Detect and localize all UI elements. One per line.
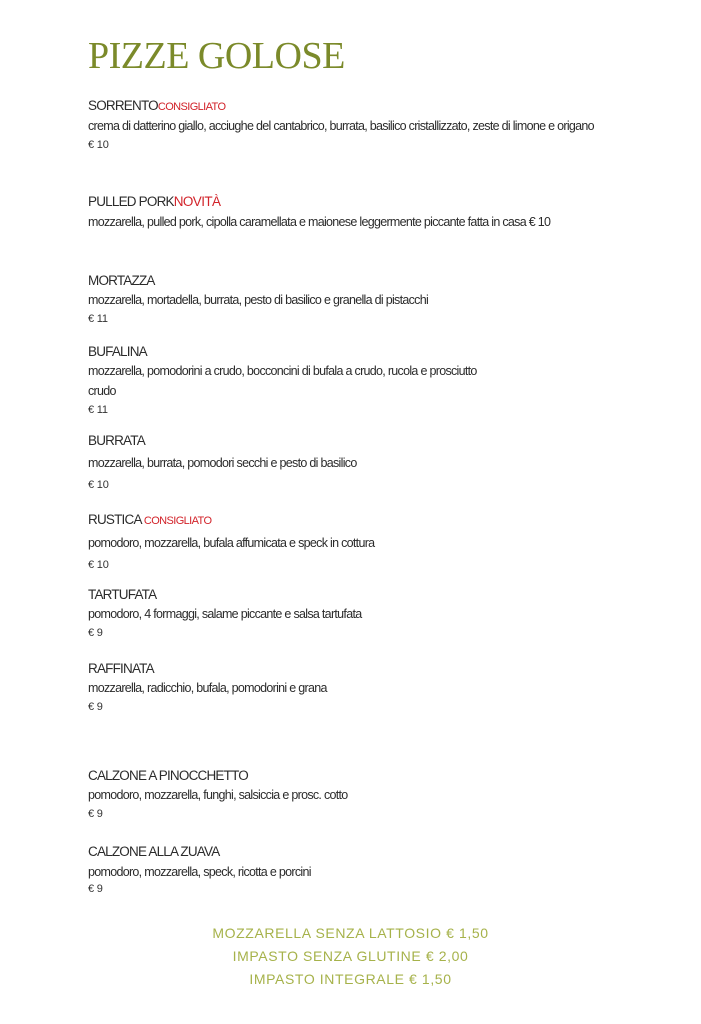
item-name: CALZONE A PINOCCHETTO [88, 768, 248, 783]
extra-lactose-free: MOZZARELLA SENZA LATTOSIO € 1,50 [212, 925, 489, 941]
extra-wholegrain: IMPASTO INTEGRALE € 1,50 [249, 971, 452, 987]
item-description: mozzarella, pomodorini a crudo, bocconcini di bufala a crudo, rucola e prosciutto crudo [88, 364, 477, 398]
item-description: crema di datterino giallo, acciughe del cantabrico, burrata, basilico cristallizzato, zeste di limone e origano [88, 119, 594, 133]
item-name: MORTAZZA [88, 273, 155, 288]
item-tag: CONSIGLIATO [143, 515, 212, 527]
item-description: mozzarella, mortadella, burrata, pesto di basilico e granella di pistacchi [88, 293, 429, 307]
item-description: pomodoro, 4 formaggi, salame piccante e salsa tartufata [88, 607, 362, 621]
menu-item-pulled-pork [88, 193, 648, 234]
item-name: PULLED PORK [88, 194, 174, 209]
item-name: RUSTICA [88, 512, 141, 527]
item-price: € 9 [88, 701, 103, 713]
item-name: SORRENTO [88, 98, 158, 113]
item-description: mozzarella, burrata, pomodori secchi e pesto di basilico [88, 456, 357, 470]
menu-item-burrata [88, 432, 648, 494]
item-price: € 10 [88, 139, 109, 151]
item-description: mozzarella, pulled pork, cipolla caramellata e maionese leggermente piccante fatta in casa € 10 [88, 215, 551, 229]
item-price: € 11 [88, 313, 108, 325]
item-description: pomodoro, mozzarella, bufala affumicata e speck in cottura [88, 536, 375, 550]
menu-item-tartufata [88, 586, 648, 642]
item-description: pomodoro, mozzarella, funghi, salsiccia e prosc. cotto [88, 788, 348, 802]
menu-item-sorrento [88, 97, 648, 154]
menu-item-calzone-pinocchetto [88, 767, 648, 823]
item-tag: CONSIGLIATO [157, 101, 226, 113]
menu-item-mortazza [88, 272, 648, 328]
item-price: € 11 [88, 404, 108, 416]
item-name: BUFALINA [88, 344, 147, 359]
item-name: TARTUFATA [88, 587, 157, 602]
item-price: € 9 [88, 808, 103, 820]
page-title: PIZZE GOLOSE [88, 35, 345, 77]
extras-list [0, 922, 701, 991]
menu-item-calzone-zuava [88, 843, 648, 895]
item-price: € 10 [88, 559, 109, 571]
item-name: RAFFINATA [88, 661, 154, 676]
item-description: pomodoro, mozzarella, speck, ricotta e porcini [88, 865, 311, 879]
item-description: mozzarella, radicchio, bufala, pomodorini e grana [88, 681, 327, 695]
item-price: € 9 [88, 627, 103, 639]
item-name: CALZONE ALLA ZUAVA [88, 844, 220, 859]
extra-gluten-free: IMPASTO SENZA GLUTINE € 2,00 [232, 948, 469, 964]
item-name: BURRATA [88, 433, 145, 448]
item-price: € 10 [88, 479, 109, 491]
menu-item-raffinata [88, 660, 648, 716]
item-price: € 9 [88, 883, 103, 895]
item-tag: NOVITÀ [173, 194, 221, 209]
menu-item-bufalina [88, 343, 648, 419]
menu-item-rustica [88, 511, 648, 574]
